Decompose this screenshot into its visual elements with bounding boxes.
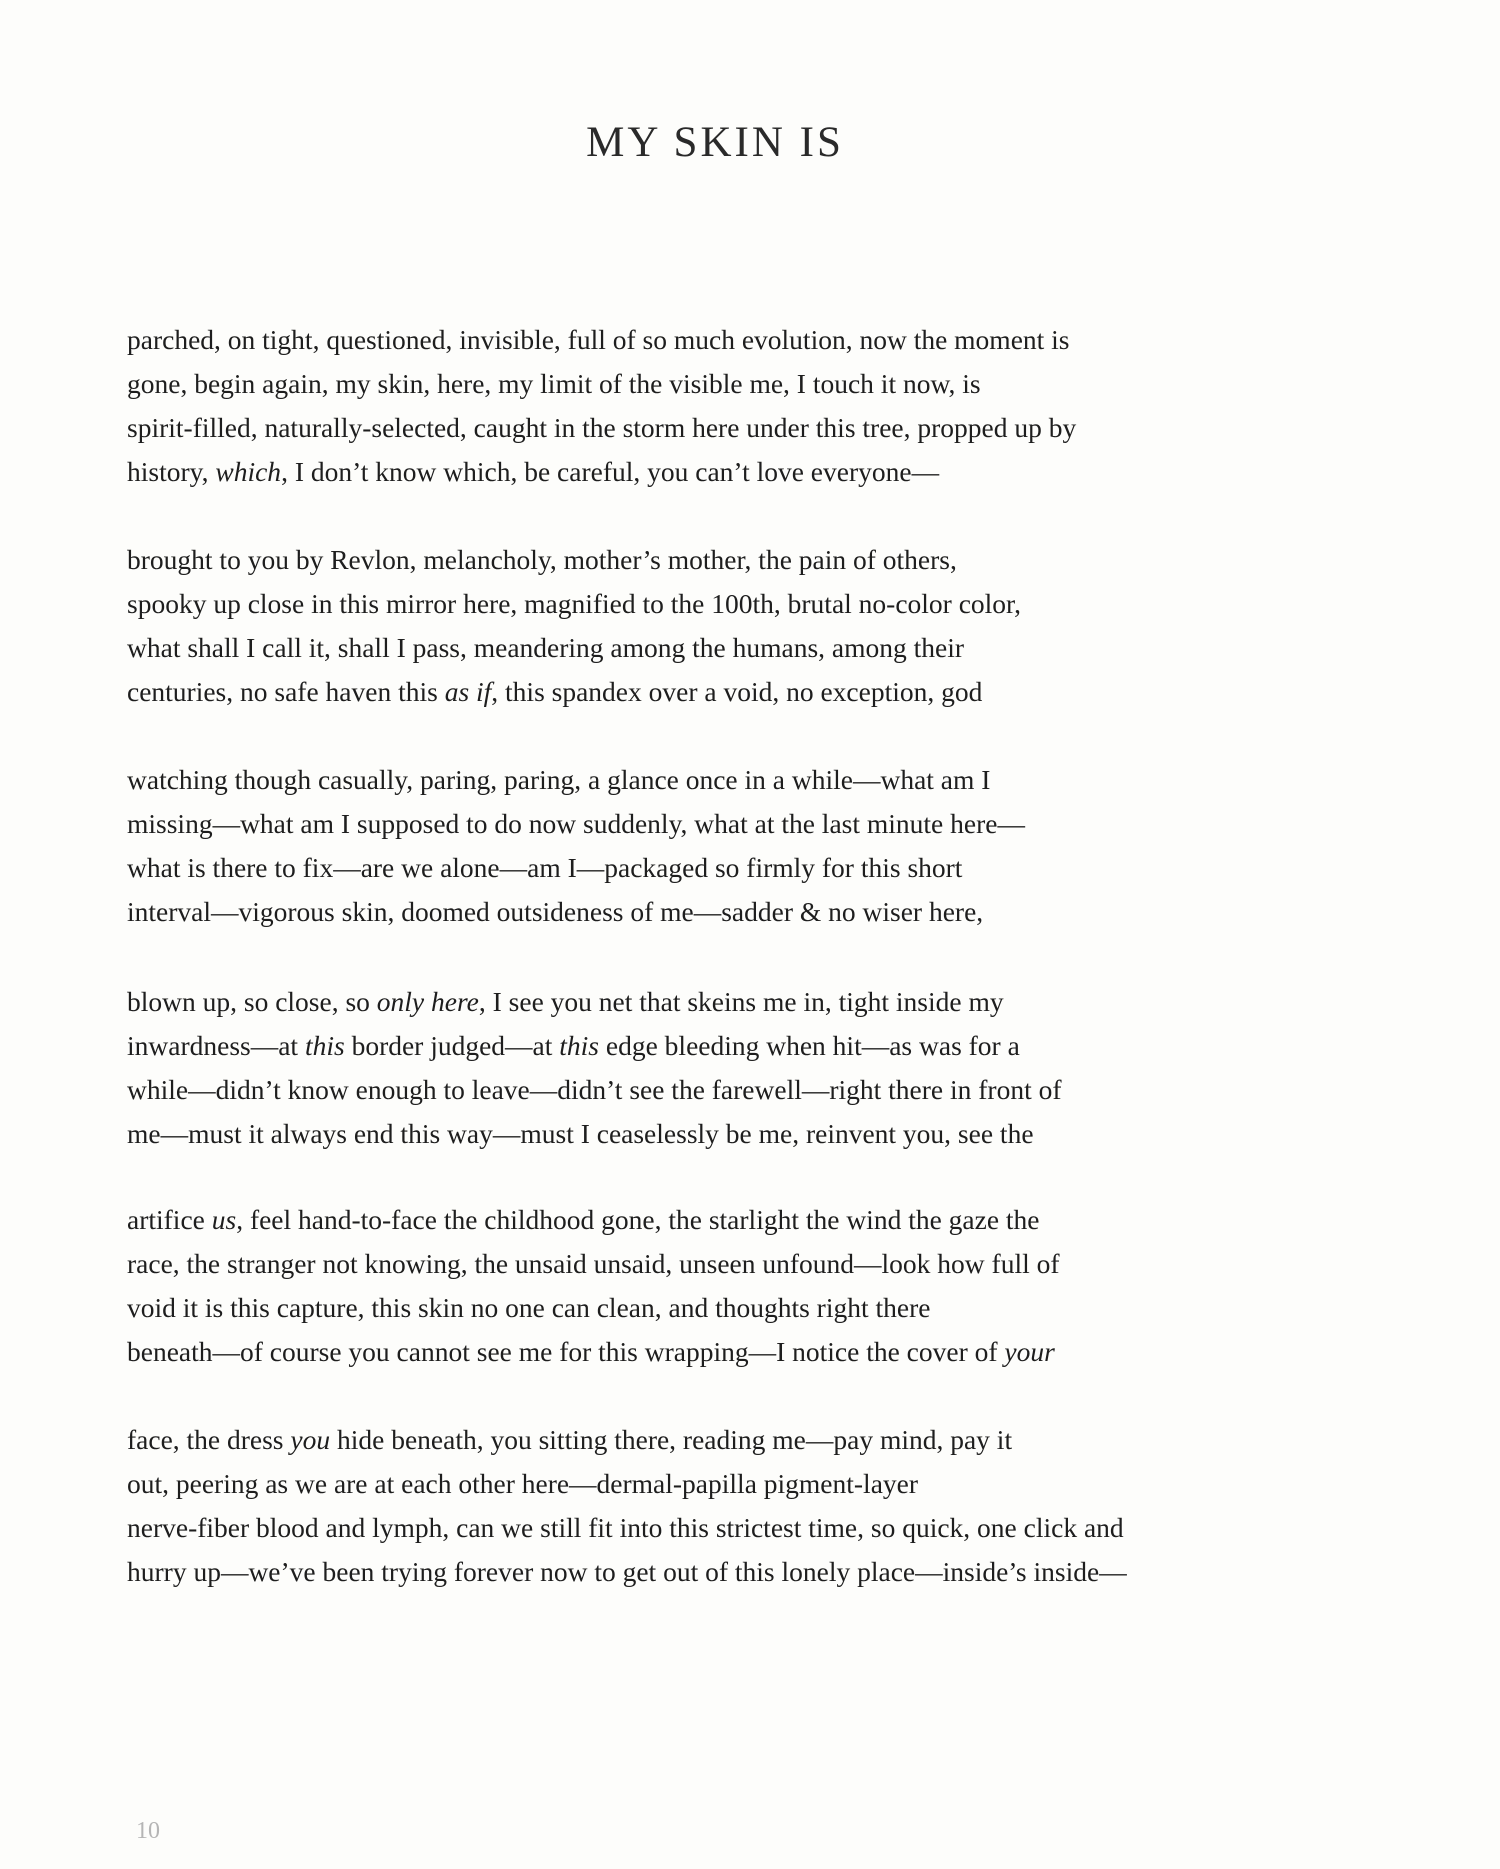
- poem-line: [127, 1506, 1127, 1550]
- poem-line: [127, 362, 1076, 406]
- line-text: , feel hand-to-face the childhood gone, the starlight the wind the gaze the: [236, 1204, 1040, 1235]
- poem-line: [127, 1462, 1127, 1506]
- poem-line: [127, 582, 1021, 626]
- stanza-6: [127, 1418, 1127, 1594]
- line-text: artifice: [127, 1204, 212, 1235]
- italic-text: us: [211, 1204, 237, 1235]
- poem-line: [127, 1286, 1060, 1330]
- line-text: missing—what am I supposed to do now suddenly, what at the last minute here—: [127, 808, 1025, 839]
- poem-line: [127, 1112, 1062, 1156]
- line-text: , this spandex over a void, no exception, god: [491, 676, 983, 707]
- poem-line: [127, 1550, 1127, 1594]
- line-text: spirit-filled, naturally-selected, caught in the storm here under this tree, propped up by: [127, 412, 1077, 443]
- poem-line: [127, 1068, 1062, 1112]
- line-text: watching though casually, paring, paring, a glance once in a while—what am I: [127, 764, 991, 795]
- poem-line: [127, 1330, 1060, 1374]
- line-text: gone, begin again, my skin, here, my limit of the visible me, I touch it now, is: [127, 368, 981, 399]
- line-text: , I see you net that skeins me in, tight inside my: [478, 986, 1004, 1017]
- line-text: hide beneath, you sitting there, reading me—pay mind, pay it: [330, 1424, 1013, 1455]
- italic-text: you: [290, 1424, 331, 1455]
- poem-line: [127, 626, 1021, 670]
- line-text: inwardness—at: [127, 1030, 305, 1061]
- line-text: history,: [127, 456, 216, 487]
- line-text: spooky up close in this mirror here, magnified to the 100th, brutal no-color color,: [127, 588, 1021, 619]
- italic-text: your: [1004, 1336, 1055, 1367]
- poem-line: [127, 450, 1076, 494]
- line-text: border judged—at: [344, 1030, 560, 1061]
- page-number: 10: [136, 1818, 160, 1844]
- line-text: while—didn’t know enough to leave—didn’t see the farewell—right there in front of: [127, 1074, 1062, 1105]
- poem-line: [127, 1198, 1060, 1242]
- italic-text: this: [304, 1030, 345, 1061]
- line-text: edge bleeding when hit—as was for a: [599, 1030, 1020, 1061]
- line-text: hurry up—we’ve been trying forever now to get out of this lonely place—inside’s inside—: [127, 1556, 1127, 1587]
- line-text: brought to you by Revlon, melancholy, mother’s mother, the pain of others,: [127, 544, 957, 575]
- poem-line: [127, 802, 1025, 846]
- poem-line: [127, 670, 1021, 714]
- poem-line: [127, 980, 1062, 1024]
- italic-text: this: [559, 1030, 600, 1061]
- poem-line: [127, 890, 1025, 934]
- line-text: void it is this capture, this skin no one can clean, and thoughts right there: [127, 1292, 931, 1323]
- poem-line: [127, 846, 1025, 890]
- stanza-3: [127, 758, 1025, 934]
- line-text: nerve-fiber blood and lymph, can we still fit into this strictest time, so quick, one click and: [127, 1512, 1124, 1543]
- italic-text: as if: [444, 676, 492, 707]
- poem-line: [127, 406, 1076, 450]
- stanza-4: [127, 980, 1062, 1156]
- poem-line: [127, 538, 1021, 582]
- stanza-1: [127, 318, 1076, 494]
- line-text: race, the stranger not knowing, the unsaid unsaid, unseen unfound—look how full of: [127, 1248, 1060, 1279]
- line-text: centuries, no safe haven this: [127, 676, 445, 707]
- line-text: blown up, so close, so: [127, 986, 377, 1017]
- line-text: face, the dress: [127, 1424, 291, 1455]
- line-text: what shall I call it, shall I pass, meandering among the humans, among their: [127, 632, 965, 663]
- poem-title: MY SKIN IS: [586, 119, 844, 166]
- poem-line: [127, 318, 1076, 362]
- line-text: what is there to fix—are we alone—am I—packaged so firmly for this short: [127, 852, 963, 883]
- stanza-2: [127, 538, 1021, 714]
- line-text: out, peering as we are at each other here—dermal-papilla pigment-layer: [127, 1468, 919, 1499]
- line-text: , I don’t know which, be careful, you can’t love everyone—: [281, 456, 940, 487]
- line-text: interval—vigorous skin, doomed outsideness of me—sadder & no wiser here,: [127, 896, 984, 927]
- poem-line: [127, 758, 1025, 802]
- italic-text: only here: [376, 986, 479, 1017]
- line-text: me—must it always end this way—must I ceaselessly be me, reinvent you, see the: [127, 1118, 1034, 1149]
- poem-line: [127, 1242, 1060, 1286]
- poem-line: [127, 1024, 1062, 1068]
- line-text: beneath—of course you cannot see me for this wrapping—I notice the cover of: [127, 1336, 1005, 1367]
- line-text: parched, on tight, questioned, invisible, full of so much evolution, now the moment is: [127, 324, 1070, 355]
- poem-line: [127, 1418, 1127, 1462]
- stanza-5: [127, 1198, 1060, 1374]
- italic-text: which: [215, 456, 282, 487]
